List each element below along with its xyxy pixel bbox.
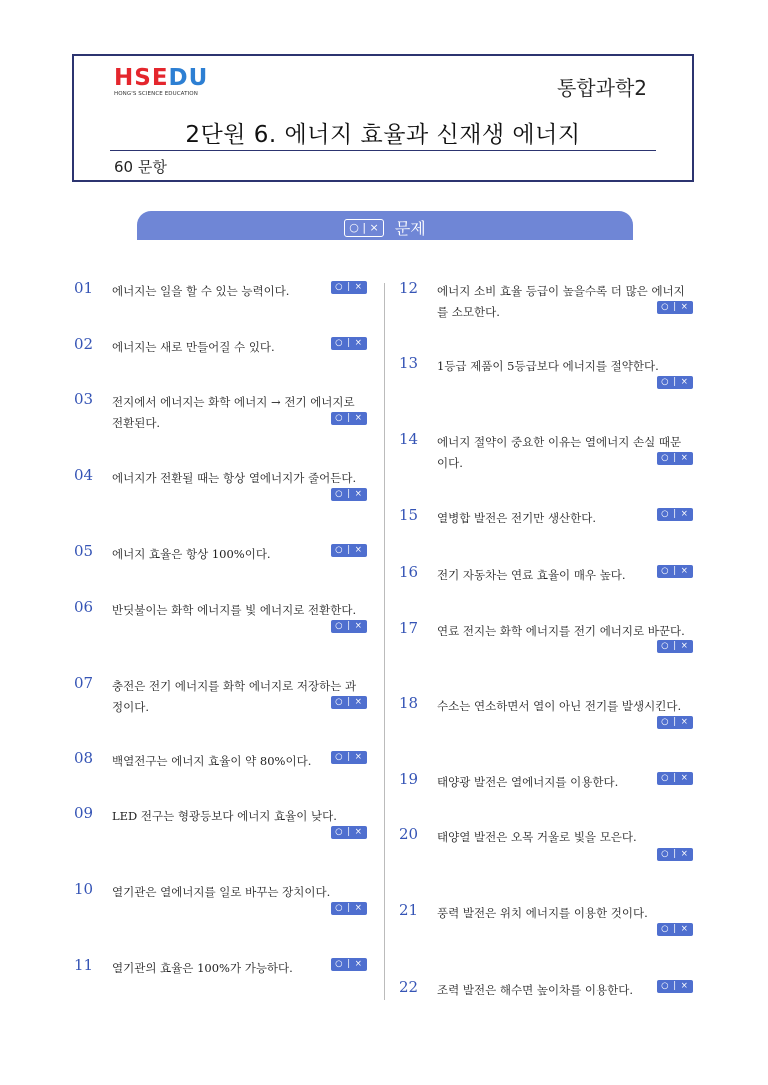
question-text (437, 281, 685, 323)
ox-answer-badge[interactable]: ○ | × (657, 376, 693, 389)
question-text-line: 풍력 발전은 위치 에너지를 이용한 것이다. (437, 906, 648, 920)
question-text (112, 468, 356, 489)
question-text-line: 조력 발전은 해수면 높이차를 이용한다. (437, 983, 634, 997)
ox-answer-badge[interactable]: ○ | × (657, 772, 693, 785)
question-text-line: 열기관의 효율은 100%가 가능하다. (112, 961, 293, 975)
banner-ox-badge: ○ | × (344, 219, 384, 237)
question-text-line: 전환된다. (112, 416, 161, 430)
logo-word-red: HSE (114, 65, 169, 91)
question-number: 12 (399, 279, 419, 297)
question-text (437, 903, 648, 924)
ox-answer-badge[interactable]: ○ | × (657, 640, 693, 653)
question-number: 08 (74, 749, 94, 767)
logo-word-blue: DU (168, 65, 209, 91)
ox-answer-badge[interactable]: ○ | × (331, 958, 367, 971)
ox-answer-badge[interactable]: ○ | × (331, 826, 367, 839)
question-text (112, 281, 289, 302)
question-number: 02 (74, 335, 94, 353)
ox-answer-badge[interactable]: ○ | × (331, 620, 367, 633)
page-title: 2단원 6. 에너지 효율과 신재생 에너지 (185, 122, 581, 148)
question-number: 14 (399, 430, 419, 448)
ox-answer-badge[interactable]: ○ | × (657, 301, 693, 314)
question-text-line: 반딧불이는 화학 에너지를 빛 에너지로 전환한다. (112, 603, 357, 617)
question-text-line: 충전은 전기 에너지를 화학 에너지로 저장하는 과 (112, 679, 357, 693)
question-text-line: 에너지는 일을 할 수 있는 능력이다. (112, 284, 290, 298)
question-count: 60 문항 (114, 158, 167, 176)
banner-label: 문제 (394, 219, 426, 238)
question-text-line: 에너지가 전환될 때는 항상 열에너지가 줄어든다. (112, 471, 357, 485)
header-box (72, 54, 694, 182)
question-number: 22 (399, 978, 419, 996)
column-divider (384, 283, 385, 1000)
question-number: 15 (399, 506, 419, 524)
question-text (112, 806, 337, 827)
question-text (112, 958, 293, 979)
ox-answer-badge[interactable]: ○ | × (331, 488, 367, 501)
question-text (112, 751, 311, 772)
question-text-line: 전기 자동차는 연료 효율이 매우 높다. (437, 568, 626, 582)
ox-answer-badge[interactable]: ○ | × (657, 980, 693, 993)
question-number: 06 (74, 598, 94, 616)
question-text-line: 정이다. (112, 700, 149, 714)
question-number: 05 (74, 542, 94, 560)
question-text (437, 432, 681, 474)
question-text-line: 연료 전지는 화학 에너지를 전기 에너지로 바꾼다. (437, 624, 685, 638)
ox-answer-badge[interactable]: ○ | × (331, 281, 367, 294)
question-text-line: 이다. (437, 456, 463, 470)
ox-answer-badge[interactable]: ○ | × (331, 751, 367, 764)
question-number: 03 (74, 390, 94, 408)
question-text (437, 621, 685, 642)
question-text-line: 백열전구는 에너지 효율이 약 80%이다. (112, 754, 312, 768)
question-text (112, 882, 330, 903)
question-text-line: 태양열 발전은 오목 거울로 빛을 모은다. (437, 830, 637, 844)
question-text-line: 태양광 발전은 열에너지를 이용한다. (437, 775, 619, 789)
question-text (437, 508, 596, 529)
question-text-line: LED 전구는 형광등보다 에너지 효율이 낮다. (112, 809, 337, 823)
question-number: 20 (399, 825, 419, 843)
question-text (437, 772, 618, 793)
logo-subtitle: HONG'S SCIENCE EDUCATION (114, 91, 198, 97)
question-number: 18 (399, 694, 419, 712)
section-banner (137, 211, 633, 240)
ox-answer-badge[interactable]: ○ | × (331, 544, 367, 557)
ox-answer-badge[interactable]: ○ | × (331, 902, 367, 915)
ox-answer-badge[interactable]: ○ | × (657, 508, 693, 521)
question-number: 17 (399, 619, 419, 637)
question-text-line: 수소는 연소하면서 열이 아닌 전기를 발생시킨다. (437, 699, 682, 713)
question-text-line: 1등급 제품이 5등급보다 에너지를 절약한다. (437, 359, 659, 373)
question-number: 07 (74, 674, 94, 692)
question-number: 16 (399, 563, 419, 581)
question-text (112, 676, 356, 718)
question-text-line: 에너지 절약이 중요한 이유는 열에너지 손실 때문 (437, 435, 682, 449)
question-text-line: 에너지는 새로 만들어질 수 있다. (112, 340, 275, 354)
question-text (112, 600, 356, 621)
ox-answer-badge[interactable]: ○ | × (331, 412, 367, 425)
ox-answer-badge[interactable]: ○ | × (657, 452, 693, 465)
ox-answer-badge[interactable]: ○ | × (657, 716, 693, 729)
question-number: 01 (74, 279, 94, 297)
question-text-line: 열기관은 열에너지를 일로 바꾸는 장치이다. (112, 885, 331, 899)
question-text-line: 열병합 발전은 전기만 생산한다. (437, 511, 597, 525)
question-text (112, 392, 355, 434)
question-text (437, 827, 637, 848)
subject-name: 통합과학2 (556, 76, 647, 100)
ox-answer-badge[interactable]: ○ | × (331, 337, 367, 350)
hsedu-logo (114, 66, 224, 100)
question-number: 10 (74, 880, 94, 898)
question-number: 19 (399, 770, 419, 788)
question-text-line: 에너지 효율은 항상 100%이다. (112, 547, 271, 561)
question-number: 09 (74, 804, 94, 822)
ox-answer-badge[interactable]: ○ | × (657, 923, 693, 936)
question-text-line: 를 소모한다. (437, 305, 500, 319)
question-text (437, 356, 659, 377)
ox-answer-badge[interactable]: ○ | × (331, 696, 367, 709)
question-text (112, 544, 271, 565)
question-text (437, 696, 681, 717)
question-number: 13 (399, 354, 419, 372)
ox-answer-badge[interactable]: ○ | × (657, 848, 693, 861)
question-text-line: 에너지 소비 효율 등급이 높을수록 더 많은 에너지 (437, 284, 685, 298)
question-number: 11 (74, 956, 94, 974)
question-text (437, 980, 633, 1001)
ox-answer-badge[interactable]: ○ | × (657, 565, 693, 578)
title-rule (110, 150, 656, 151)
question-number: 21 (399, 901, 419, 919)
question-text (112, 337, 275, 358)
question-text-line: 전지에서 에너지는 화학 에너지 → 전기 에너지로 (112, 395, 355, 409)
question-number: 04 (74, 466, 94, 484)
question-text (437, 565, 626, 586)
